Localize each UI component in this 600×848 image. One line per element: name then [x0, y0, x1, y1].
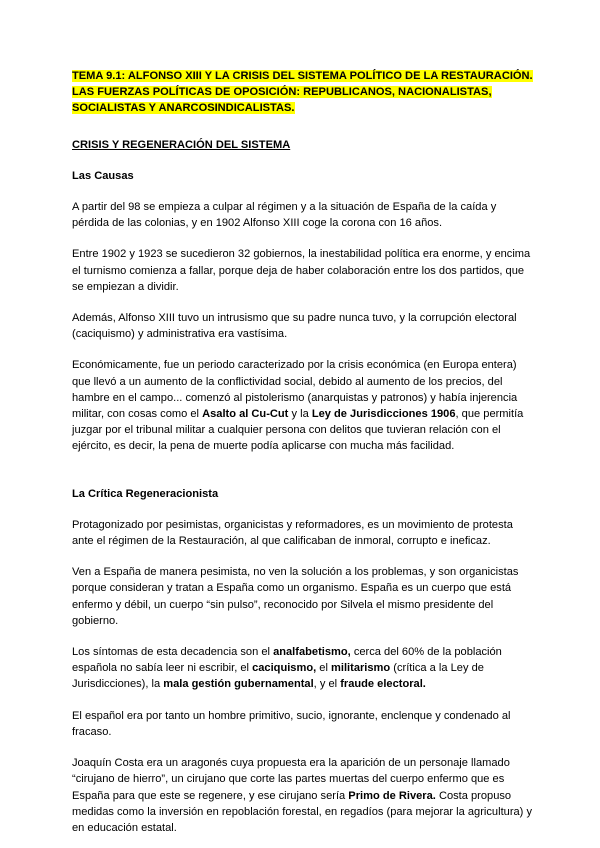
text-run: Económicamente, fue un periodo caracterizado por la crisis económica (en Europa entera) que llevó a un aumento de la conflictividad social, debido al aumento de los precios, del hambre en el campo... comenzó al pistolerismo (anarquistas y patronos) y había injerencia militar, con cosas como el: [72, 359, 518, 421]
subheading-causas: Las Causas: [72, 169, 134, 182]
text-run: el: [316, 662, 332, 675]
title-highlight: TEMA 9.1: ALFONSO XIII Y LA CRISIS DEL SISTEMA POLÍTICO DE LA RESTAURACIÓN. LAS FUERZAS POLÍTICAS DE OPOSICIÓN: REPUBLICANOS, NACIONALISTAS, SOCIALISTAS Y ANARCOSINDICALISTAS.: [72, 70, 533, 115]
bold-term: caciquismo,: [252, 662, 317, 675]
paragraph: Protagonizado por pesimistas, organicistas y reformadores, es un movimiento de protesta ante el régimen de la Restauración, al que calificaban de inmoral, corrupto e ineficaz.: [72, 518, 513, 548]
bold-term: mala gestión gubernamental: [163, 678, 314, 691]
text-run: , que permitía juzgar por el tribunal militar a cualquier persona con delitos que tuvieran relación con el ejército, es decir, la pena de muerte podía aplicarse con mucha más facilidad.: [72, 408, 524, 453]
paragraph: El español era por tanto un hombre primitivo, sucio, ignorante, enclenque y condenado al fracaso.: [72, 709, 511, 738]
paragraph: [72, 644, 534, 693]
paragraph: [72, 357, 534, 454]
document-title: [72, 68, 534, 117]
text-run: y la: [288, 408, 312, 421]
paragraph: Ven a España de manera pesimista, no ven la solución a los problemas, y son organicistas porque consideran y tratan a España como un organismo. España es un cuerpo que está enfermo y débil, un cuerpo “sin pulso”, reconocido por Silvela el mismo presidente del gobierno.: [72, 566, 519, 627]
bold-term: Asalto al Cu-Cut: [202, 408, 289, 421]
document-body: [72, 68, 534, 836]
text-run: Joaquín Costa era un aragonés cuya propuesta era la aparición de un personaje llamado “cirujano de hierro”, un cirujano que corte las partes muertas del cuerpo enfermo que es España para que este se regenere, y ese cirujano sería: [72, 757, 510, 802]
paragraph: A partir del 98 se empieza a culpar al régimen y a la situación de España de la caída y pérdida de las colonias, y en 1902 Alfonso XIII coge la corona con 16 años.: [72, 201, 497, 230]
text-run: cerca del 60% de la población española no sabía leer ni escribir, el: [72, 646, 502, 675]
bold-term: militarismo: [331, 662, 391, 675]
text-run: Costa propuso medidas como la inversión en repoblación forestal, en regadíos (para mejorar la agricultura) y en educación estatal.: [72, 789, 533, 834]
bold-term: analfabetismo,: [273, 646, 351, 659]
paragraph: [72, 755, 534, 836]
section-heading: CRISIS Y REGENERACIÓN DEL SISTEMA: [72, 138, 291, 151]
paragraph: Además, Alfonso XIII tuvo un intrusismo que su padre nunca tuvo, y la corrupción electoral (caciquismo) y administrativa era vastísima.: [72, 312, 517, 341]
bold-term: fraude electoral.: [340, 678, 426, 691]
text-run: , y el: [313, 678, 341, 691]
subheading-critica: La Crítica Regeneracionista: [72, 487, 219, 500]
paragraph: Entre 1902 y 1923 se sucedieron 32 gobiernos, la inestabilidad política era enorme, y encima el turnismo comienza a fallar, porque deja de haber colaboración entre los dos partidos, que se empiezan a dividir.: [72, 248, 531, 293]
bold-term: Ley de Jurisdicciones 1906: [311, 408, 456, 421]
text-run: (crítica a la Ley de Jurisdicciones), la: [72, 662, 484, 691]
text-run: Los síntomas de esta decadencia son el: [72, 646, 274, 659]
bold-term: Primo de Rivera.: [348, 789, 436, 802]
